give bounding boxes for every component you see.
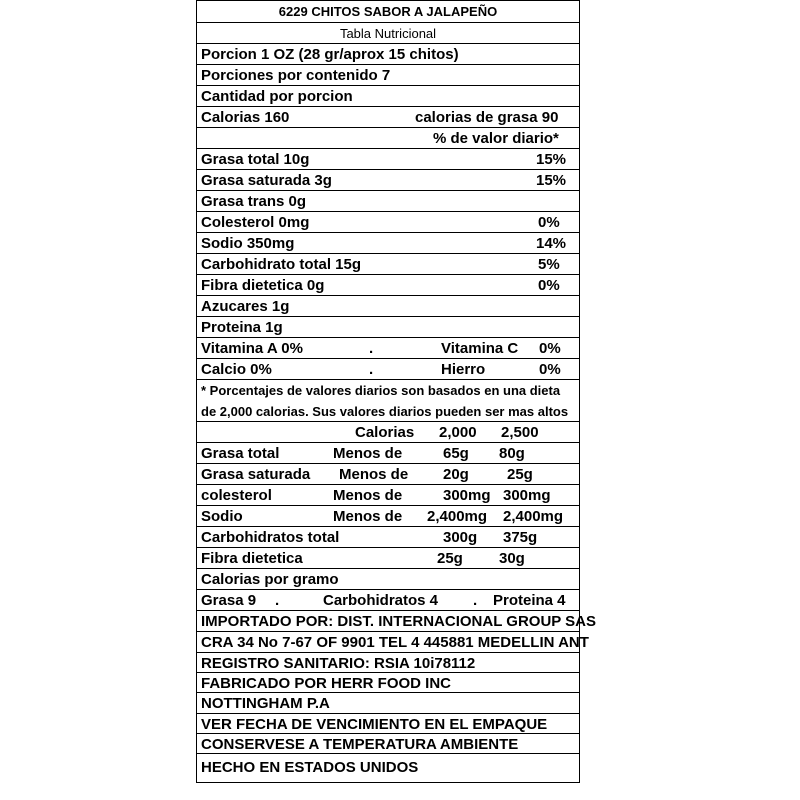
vitamin-row <box>197 338 579 359</box>
bottom-line <box>197 734 579 754</box>
serving-size-row <box>197 44 579 65</box>
expiry-note: VER FECHA DE VENCIMIENTO EN EL EMPAQUE <box>201 716 548 733</box>
serving-size: Porcion 1 OZ (28 gr/aprox 15 chitos) <box>201 46 459 63</box>
vitamin-left: Calcio 0% <box>201 361 272 378</box>
ref-value-2500: 300mg <box>503 487 551 504</box>
calories: Calorias 160 <box>201 109 290 126</box>
ref-value-2000: 65g <box>443 445 469 462</box>
title-row <box>197 1 579 23</box>
ref-row <box>197 506 579 527</box>
nutrient-row <box>197 233 579 254</box>
nutrient-name: Grasa total 10g <box>201 151 310 168</box>
subtitle-row <box>197 23 579 44</box>
nutrient-row <box>197 212 579 233</box>
calories-from-fat: calorias de grasa 90 <box>415 109 559 126</box>
ref-header-label: Calorias <box>355 424 415 441</box>
ref-qualifier: Menos de <box>333 487 403 504</box>
footnote-line: * Porcentajes de valores diarios son basados en una dieta <box>201 383 561 398</box>
nutrient-name: Grasa trans 0g <box>201 193 307 210</box>
origin: HECHO EN ESTADOS UNIDOS <box>201 759 419 776</box>
ref-value-2000: 300mg <box>443 487 491 504</box>
nutrient-name: Fibra dietetica 0g <box>201 277 325 294</box>
vitamin-dot: . <box>369 361 374 378</box>
ref-value-2500: 80g <box>499 445 525 462</box>
ref-value-2500: 2,400mg <box>503 508 564 525</box>
ref-name: colesterol <box>201 487 272 504</box>
calories-row <box>197 107 579 128</box>
ref-value-2500: 375g <box>503 529 538 546</box>
ref-value-2500: 25g <box>507 466 533 483</box>
manufacturer: FABRICADO POR HERR FOOD INC <box>201 675 452 692</box>
amount-per-serving: Cantidad por porcion <box>201 88 353 105</box>
cal-per-gram-values <box>197 590 579 611</box>
cal-per-gram: Calorias por gramo <box>201 571 339 588</box>
ref-value-2000: 300g <box>443 529 478 546</box>
dv-header: % de valor diario* <box>433 130 559 147</box>
dv-header-row <box>197 128 579 149</box>
sanitary-registry: REGISTRO SANITARIO: RSIA 10i78112 <box>201 655 476 672</box>
nutrient-dv: 15% <box>536 172 567 189</box>
ref-value-2000: 20g <box>443 466 469 483</box>
servings-row <box>197 65 579 86</box>
nutrient-dv: 0% <box>538 277 560 294</box>
bottom-line <box>197 754 579 782</box>
nutrient-row <box>197 317 579 338</box>
nutrient-row <box>197 170 579 191</box>
ref-header-2500: 2,500 <box>501 424 539 441</box>
servings-per-container: Porciones por contenido 7 <box>201 67 391 84</box>
separator-dot: . <box>275 592 280 609</box>
ref-row <box>197 485 579 506</box>
nutrient-row <box>197 191 579 212</box>
ref-name: Grasa total <box>201 445 280 462</box>
vitamin-left: Vitamina A 0% <box>201 340 303 357</box>
nutrient-name: Colesterol 0mg <box>201 214 310 231</box>
ref-name: Carbohidratos total <box>201 529 340 546</box>
nutrient-row <box>197 149 579 170</box>
nutrient-name: Proteina 1g <box>201 319 283 336</box>
vitamin-right-value: 0% <box>539 340 561 357</box>
ref-header-row <box>197 422 579 443</box>
bottom-line <box>197 632 589 653</box>
nutrition-label <box>196 0 597 783</box>
ref-row <box>197 527 579 548</box>
ref-row <box>197 443 579 464</box>
ref-value-2500: 30g <box>499 550 525 567</box>
ref-value-2000: 2,400mg <box>427 508 488 525</box>
storage-note: CONSERVESE A TEMPERATURA AMBIENTE <box>201 736 519 753</box>
ref-value-2000: 25g <box>437 550 463 567</box>
nutrient-row <box>197 254 579 275</box>
bottom-line <box>197 611 597 632</box>
nutrient-row <box>197 296 579 317</box>
protein-per-gram: Proteina 4 <box>493 592 566 609</box>
cal-per-gram-row <box>197 569 579 590</box>
address: CRA 34 No 7-67 OF 9901 TEL 4 445881 MEDELLIN ANT <box>201 634 589 651</box>
nutrient-dv: 5% <box>538 256 560 273</box>
vitamin-right: Vitamina C <box>441 340 519 357</box>
ref-name: Sodio <box>201 508 243 525</box>
ref-row <box>197 548 579 569</box>
amount-row <box>197 86 579 107</box>
fat-per-gram: Grasa 9 <box>201 592 257 609</box>
nutrient-name: Sodio 350mg <box>201 235 295 252</box>
ref-qualifier: Menos de <box>333 508 403 525</box>
bottom-line <box>197 714 579 734</box>
ref-name: Grasa saturada <box>201 466 311 483</box>
footnote-row <box>197 380 579 422</box>
ref-header-2000: 2,000 <box>439 424 477 441</box>
nutrient-name: Carbohidrato total 15g <box>201 256 362 273</box>
bottom-line <box>197 653 579 673</box>
ref-qualifier: Menos de <box>339 466 409 483</box>
nutrient-dv: 14% <box>536 235 567 252</box>
vitamin-right-value: 0% <box>539 361 561 378</box>
nutrient-dv: 15% <box>536 151 567 168</box>
ref-name: Fibra dietetica <box>201 550 303 567</box>
bottom-line <box>197 693 579 714</box>
ref-qualifier: Menos de <box>333 445 403 462</box>
separator-dot: . <box>473 592 478 609</box>
vitamin-right: Hierro <box>441 361 486 378</box>
table-subtitle: Tabla Nutricional <box>339 26 437 41</box>
importer: IMPORTADO POR: DIST. INTERNACIONAL GROUP SAS <box>201 613 597 630</box>
bottom-line <box>197 673 579 693</box>
manufacturer-city: NOTTINGHAM P.A <box>201 695 330 712</box>
product-title: 6229 CHITOS SABOR A JALAPEÑO <box>278 4 498 19</box>
footnote-line: de 2,000 calorias. Sus valores diarios pueden ser mas altos <box>201 404 569 419</box>
nutrient-dv: 0% <box>538 214 560 231</box>
vitamin-row <box>197 359 579 380</box>
carb-per-gram: Carbohidratos 4 <box>323 592 439 609</box>
nutrient-name: Grasa saturada 3g <box>201 172 332 189</box>
nutrient-row <box>197 275 579 296</box>
ref-row <box>197 464 579 485</box>
vitamin-dot: . <box>369 340 374 357</box>
nutrient-name: Azucares 1g <box>201 298 290 315</box>
